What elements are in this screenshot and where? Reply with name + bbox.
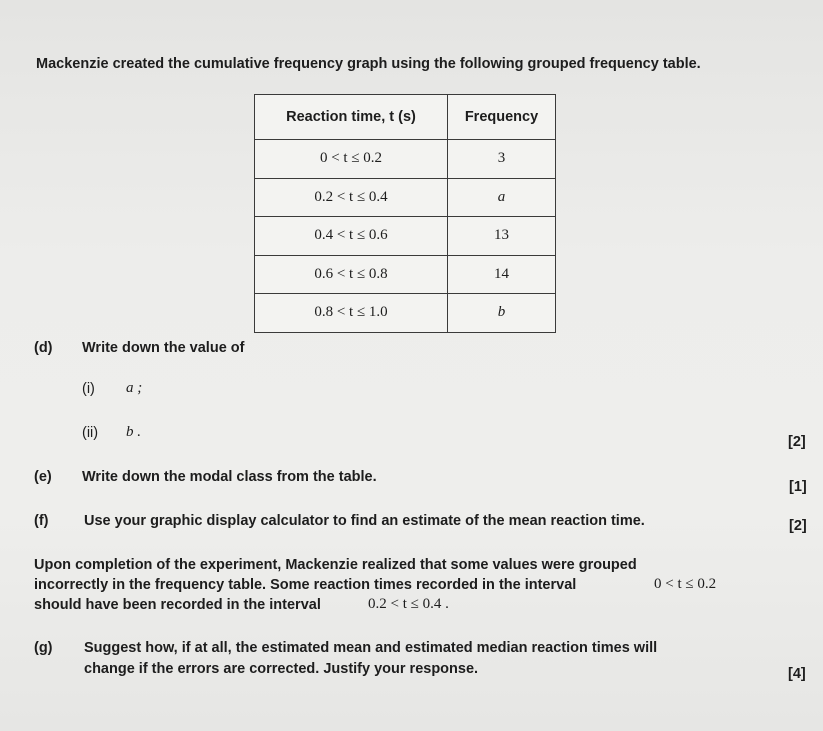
- question-f-label: (f): [34, 513, 49, 529]
- question-g-text-line2: change if the errors are corrected. Justify your response.: [84, 661, 479, 677]
- question-e-text: Write down the modal class from the table.: [82, 469, 377, 485]
- context-paragraph-interval-1: 0 < t ≤ 0.2: [654, 576, 717, 592]
- interval-cell: 0.8 < t ≤ 1.0: [255, 294, 448, 333]
- intro-text: Mackenzie created the cumulative frequency graph using the following grouped frequency table.: [36, 56, 701, 72]
- table-row: [255, 178, 556, 217]
- interval-cell: 0 < t ≤ 0.2: [255, 140, 448, 179]
- question-d-ii-text: b .: [126, 424, 141, 440]
- column-header-frequency: Frequency: [448, 95, 556, 140]
- context-paragraph-line1: Upon completion of the experiment, Mackenzie realized that some values were grouped: [34, 557, 637, 573]
- question-f-text: Use your graphic display calculator to find an estimate of the mean reaction time.: [84, 513, 645, 529]
- interval-cell: 0.2 < t ≤ 0.4: [255, 178, 448, 217]
- frequency-cell: 14: [448, 255, 556, 294]
- context-paragraph-line2: incorrectly in the frequency table. Some reaction times recorded in the interval: [34, 577, 577, 593]
- question-d-text: Write down the value of: [82, 340, 245, 356]
- frequency-cell: 3: [448, 140, 556, 179]
- table-row: [255, 217, 556, 256]
- table-header-row: [255, 95, 556, 140]
- table-row: [255, 255, 556, 294]
- frequency-cell: 13: [448, 217, 556, 256]
- question-d-i-label: (i): [82, 381, 95, 397]
- interval-cell: 0.4 < t ≤ 0.6: [255, 217, 448, 256]
- question-g-label: (g): [34, 640, 53, 656]
- question-g-marks: [4]: [788, 666, 806, 682]
- question-e-marks: [1]: [789, 479, 807, 495]
- question-g-text-line1: Suggest how, if at all, the estimated mean and estimated median reaction times will: [84, 640, 658, 656]
- question-d-marks: [2]: [788, 434, 806, 450]
- column-header-reaction-time: Reaction time, t (s): [255, 95, 448, 140]
- question-d-ii-label: (ii): [82, 425, 99, 441]
- question-f-marks: [2]: [789, 518, 807, 534]
- question-d-label: (d): [34, 340, 53, 356]
- context-paragraph-line3: should have been recorded in the interval: [34, 597, 321, 613]
- frequency-cell: b: [448, 294, 556, 333]
- question-e-label: (e): [34, 469, 52, 485]
- table-row: [255, 294, 556, 333]
- frequency-table: [254, 94, 556, 333]
- frequency-cell: a: [448, 178, 556, 217]
- table-row: [255, 140, 556, 179]
- context-paragraph-interval-2: 0.2 < t ≤ 0.4 .: [368, 596, 449, 612]
- interval-cell: 0.6 < t ≤ 0.8: [255, 255, 448, 294]
- question-d-i-text: a ;: [126, 380, 143, 396]
